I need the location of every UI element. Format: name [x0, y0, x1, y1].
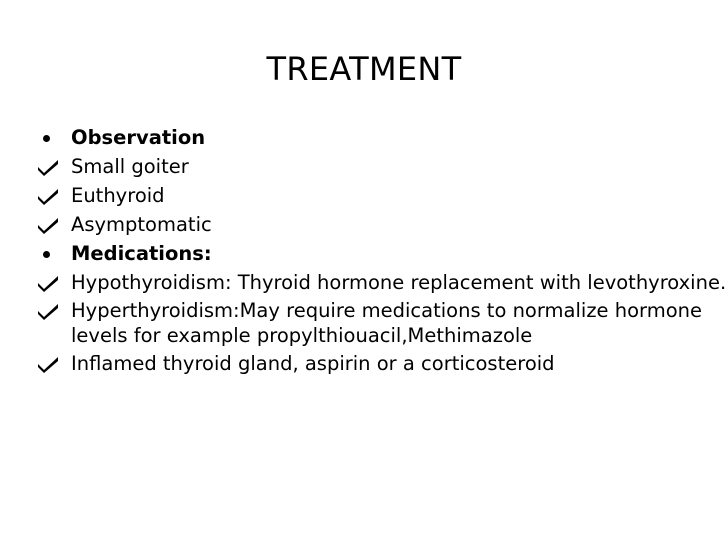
list-item-text: Euthyroid: [71, 184, 165, 207]
list-item-text: Observation: [71, 126, 206, 149]
bullet-icon: [36, 241, 62, 266]
list-item-text: Hypothyroidism: Thyroid hormone replacement with levothyroxine.: [71, 271, 727, 294]
list-item: [0, 270, 728, 295]
list-item: [0, 183, 728, 208]
list-item: [0, 298, 728, 348]
bullet-list: [0, 125, 728, 380]
checkmark-icon: [36, 183, 62, 208]
checkmark-icon: [36, 298, 62, 323]
list-item-text: Small goiter: [71, 155, 189, 178]
list-item: [0, 351, 728, 376]
list-item: [0, 154, 728, 179]
list-item: [0, 212, 728, 237]
checkmark-icon: [36, 351, 62, 376]
checkmark-icon: [36, 270, 62, 295]
bullet-icon: [36, 125, 62, 150]
checkmark-icon: [36, 212, 62, 237]
checkmark-icon: [36, 154, 62, 179]
list-item-text: Inflamed thyroid gland, aspirin or a corticosteroid: [71, 352, 555, 375]
list-item: [0, 125, 728, 150]
list-item-text: Medications:: [71, 242, 212, 265]
list-item: [0, 241, 728, 266]
list-item-text: Hyperthyroidism:May require medications to normalize hormone levels for example propylthiouacil,Methimazole: [71, 299, 702, 347]
list-item-text: Asymptomatic: [71, 213, 212, 236]
slide-title: TREATMENT: [266, 50, 462, 88]
